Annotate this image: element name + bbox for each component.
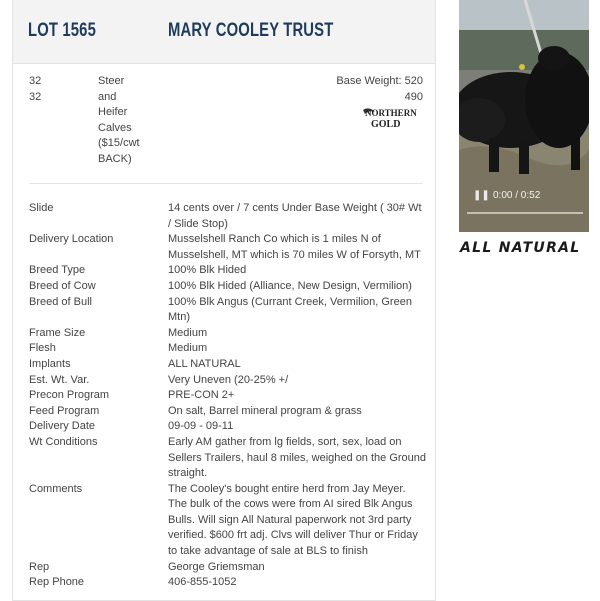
description-line: Steer <box>98 75 125 87</box>
detail-value: 406-855-1052 <box>168 576 237 589</box>
detail-label: Comments <box>29 482 83 495</box>
detail-row <box>29 263 427 279</box>
detail-label: Rep <box>29 560 50 573</box>
detail-label: Delivery Location <box>29 233 114 246</box>
detail-label: Breed of Cow <box>29 279 96 292</box>
detail-value: Very Uneven (20-25% +/ <box>168 373 289 386</box>
cattle-description <box>98 74 158 167</box>
base-weight-label: Base Weight: 520 <box>336 75 423 87</box>
detail-row <box>29 357 427 373</box>
detail-row <box>29 575 427 591</box>
lot-summary <box>29 74 423 182</box>
detail-label: Breed of Bull <box>29 295 92 308</box>
detail-row <box>29 388 427 404</box>
detail-row <box>29 482 427 560</box>
detail-row <box>29 373 427 389</box>
video-progress-bar[interactable] <box>467 212 583 214</box>
logo-bottom-text: GOLD <box>371 119 401 130</box>
head-count: 32 <box>29 75 42 87</box>
base-weight <box>336 74 423 105</box>
detail-label: Rep Phone <box>29 576 85 589</box>
detail-label: Est. Wt. Var. <box>29 373 90 386</box>
detail-row <box>29 404 427 420</box>
detail-row <box>29 279 427 295</box>
detail-value: 09-09 - 09-11 <box>168 420 234 433</box>
detail-label: Precon Program <box>29 389 110 402</box>
detail-value: Early AM gather from lg fields, sort, sex, load on Sellers Trailers, haul 8 miles, weighed on the Ground straight. <box>168 435 427 480</box>
description-line: BACK) <box>98 152 132 165</box>
detail-label: Implants <box>29 357 71 370</box>
detail-value: 100% Blk Angus (Currant Creek, Vermilion, Green Mtn) <box>168 295 412 324</box>
detail-row <box>29 232 427 263</box>
detail-row <box>29 295 427 326</box>
description-line: Calves <box>98 121 132 134</box>
head-counts <box>29 74 69 105</box>
detail-label: Frame Size <box>29 326 86 339</box>
logo-top-text: NORTHERN <box>365 108 417 118</box>
detail-value: Medium <box>168 342 208 355</box>
seller-name: MARY COOLEY TRUST <box>168 20 334 41</box>
detail-label: Slide <box>29 202 54 214</box>
base-weight-second: 490 <box>404 90 423 103</box>
detail-label: Wt Conditions <box>29 435 98 448</box>
description-line: and <box>98 90 117 103</box>
detail-row <box>29 341 427 357</box>
lot-panel <box>12 0 436 601</box>
detail-value: The Cooley's bought entire herd from Jay Meyer. The bulk of the cows were from AI sired Blk Angus Bulls. Will sign All Natural paperwork not 3rd party verified. $600 frt adj. Clvs will deliver Thur or Friday to take advantage of sale at BLS to finish <box>168 482 418 558</box>
head-count: 32 <box>29 90 42 103</box>
northern-gold-logo <box>359 104 423 132</box>
detail-label: Delivery Date <box>29 420 96 433</box>
detail-label: Flesh <box>29 342 56 355</box>
detail-row <box>29 201 427 232</box>
detail-value: 14 cents over / 7 cents Under Base Weight ( 30# Wt / Slide Stop) <box>168 202 422 230</box>
lot-header <box>13 0 435 64</box>
lot-number: LOT 1565 <box>28 20 96 41</box>
detail-value: Medium <box>168 326 208 339</box>
lot-video-player[interactable] <box>459 0 589 232</box>
detail-row <box>29 419 427 435</box>
section-divider <box>29 183 423 184</box>
detail-value: ALL NATURAL <box>168 357 241 370</box>
detail-value: 100% Blk Hided <box>168 264 247 277</box>
detail-value: 100% Blk Hided (Alliance, New Design, Vermilion) <box>168 279 412 292</box>
description-line: Heifer <box>98 106 128 118</box>
detail-label: Feed Program <box>29 404 100 417</box>
detail-row <box>29 560 427 576</box>
description-line: ($15/cwt <box>98 137 140 149</box>
all-natural-badge: ALL NATURAL <box>460 240 581 256</box>
detail-row <box>29 326 427 342</box>
detail-value: George Griemsman <box>168 560 265 573</box>
lot-details <box>29 201 427 591</box>
detail-row <box>29 435 427 482</box>
detail-value: On salt, Barrel mineral program & grass <box>168 404 362 417</box>
detail-label: Breed Type <box>29 264 86 277</box>
play-pause-icon[interactable]: ❚❚ <box>473 190 490 201</box>
video-time: 0:00 / 0:52 <box>493 190 541 201</box>
detail-value: PRE-CON 2+ <box>168 389 235 402</box>
detail-value: Musselshell Ranch Co which is 1 miles N of Musselshell, MT which is 70 miles W of Forsyth, MT <box>168 233 421 261</box>
